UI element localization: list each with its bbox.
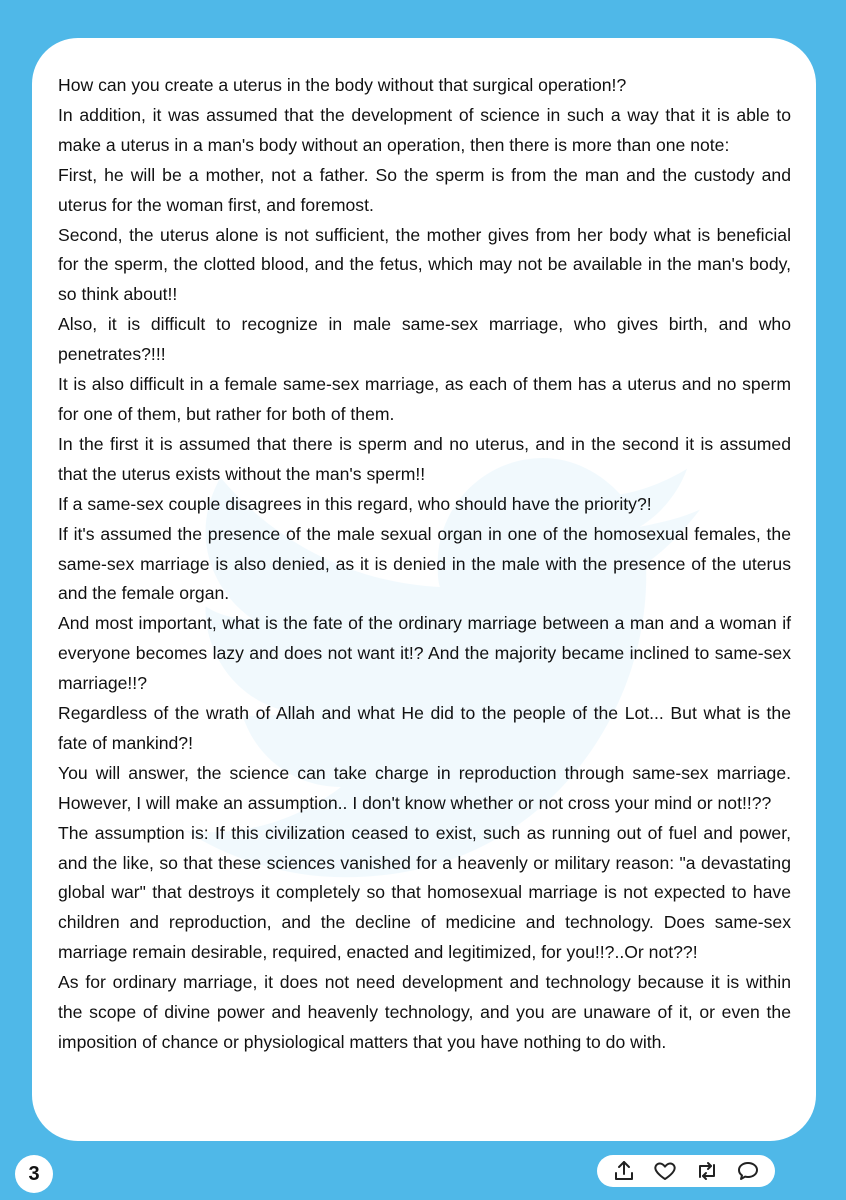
paragraph: Second, the uterus alone is not sufficient, the mother gives from her body what is beneficial for the sperm, the clotted blood, and the fetus, which may not be available in the man's body, so think about!!: [58, 224, 791, 305]
share-icon[interactable]: [609, 1157, 639, 1185]
paragraph: As for ordinary marriage, it does not need development and technology because it is within the scope of divine power and heavenly technology, and you are unaware of it, or even the imposition of chance or physiological matters that you have nothing to do with.: [58, 972, 791, 1052]
paragraph: If a same-sex couple disagrees in this regard, who should have the priority?!: [58, 493, 652, 514]
comment-icon[interactable]: [733, 1157, 763, 1185]
page-card: [32, 38, 816, 1141]
retweet-icon[interactable]: [692, 1157, 722, 1185]
heart-icon[interactable]: [650, 1157, 680, 1185]
paragraph: Also, it is difficult to recognize in male same-sex marriage, who gives birth, and who penetrates?!!!: [58, 314, 791, 365]
paragraph: And most important, what is the fate of the ordinary marriage between a man and a woman if everyone becomes lazy and does not want it!? And the majority became inclined to same-sex marriage!!?: [58, 613, 791, 694]
paragraph: First, he will be a mother, not a father. So the sperm is from the man and the custody and uterus for the woman first, and foremost.: [58, 164, 791, 215]
paragraph: In addition, it was assumed that the development of science in such a way that it is able to make a uterus in a man's body without an operation, then there is more than one note:: [58, 104, 791, 155]
paragraph: You will answer, the science can take charge in reproduction through same-sex marriage. However, I will make an assumption.. I don't know whether or not cross your mind or not!!??: [58, 762, 791, 813]
paragraph: In the first it is assumed that there is sperm and no uterus, and in the second it is assumed that the uterus exists without the man's sperm!!: [58, 433, 791, 484]
document-body: [58, 71, 791, 1058]
paragraph: Regardless of the wrath of Allah and what He did to the people of the Lot... But what is the fate of mankind?!: [58, 703, 791, 753]
action-bar: [597, 1155, 775, 1187]
paragraph: How can you create a uterus in the body without that surgical operation!?: [58, 75, 627, 95]
page-number: 3: [15, 1155, 53, 1193]
paragraph: The assumption is: If this civilization ceased to exist, such as running out of fuel and power, and the like, so that these sciences vanished for a heavenly or military reason: "a devastating global war" that destroys it completely so that homosexual marriage is not expected to have children and reproduction, and the decline of medicine and technology. Does same-sex marriage remain desirable, required, enacted and legitimized, for you!!?..Or not??!: [58, 822, 791, 963]
paragraph: If it's assumed the presence of the male sexual organ in one of the homosexual females, the same-sex marriage is also denied, as it is denied in the male with the presence of the uterus and the female organ.: [58, 523, 791, 604]
paragraph: It is also difficult in a female same-sex marriage, as each of them has a uterus and no sperm for one of them, but rather for both of them.: [58, 374, 791, 424]
